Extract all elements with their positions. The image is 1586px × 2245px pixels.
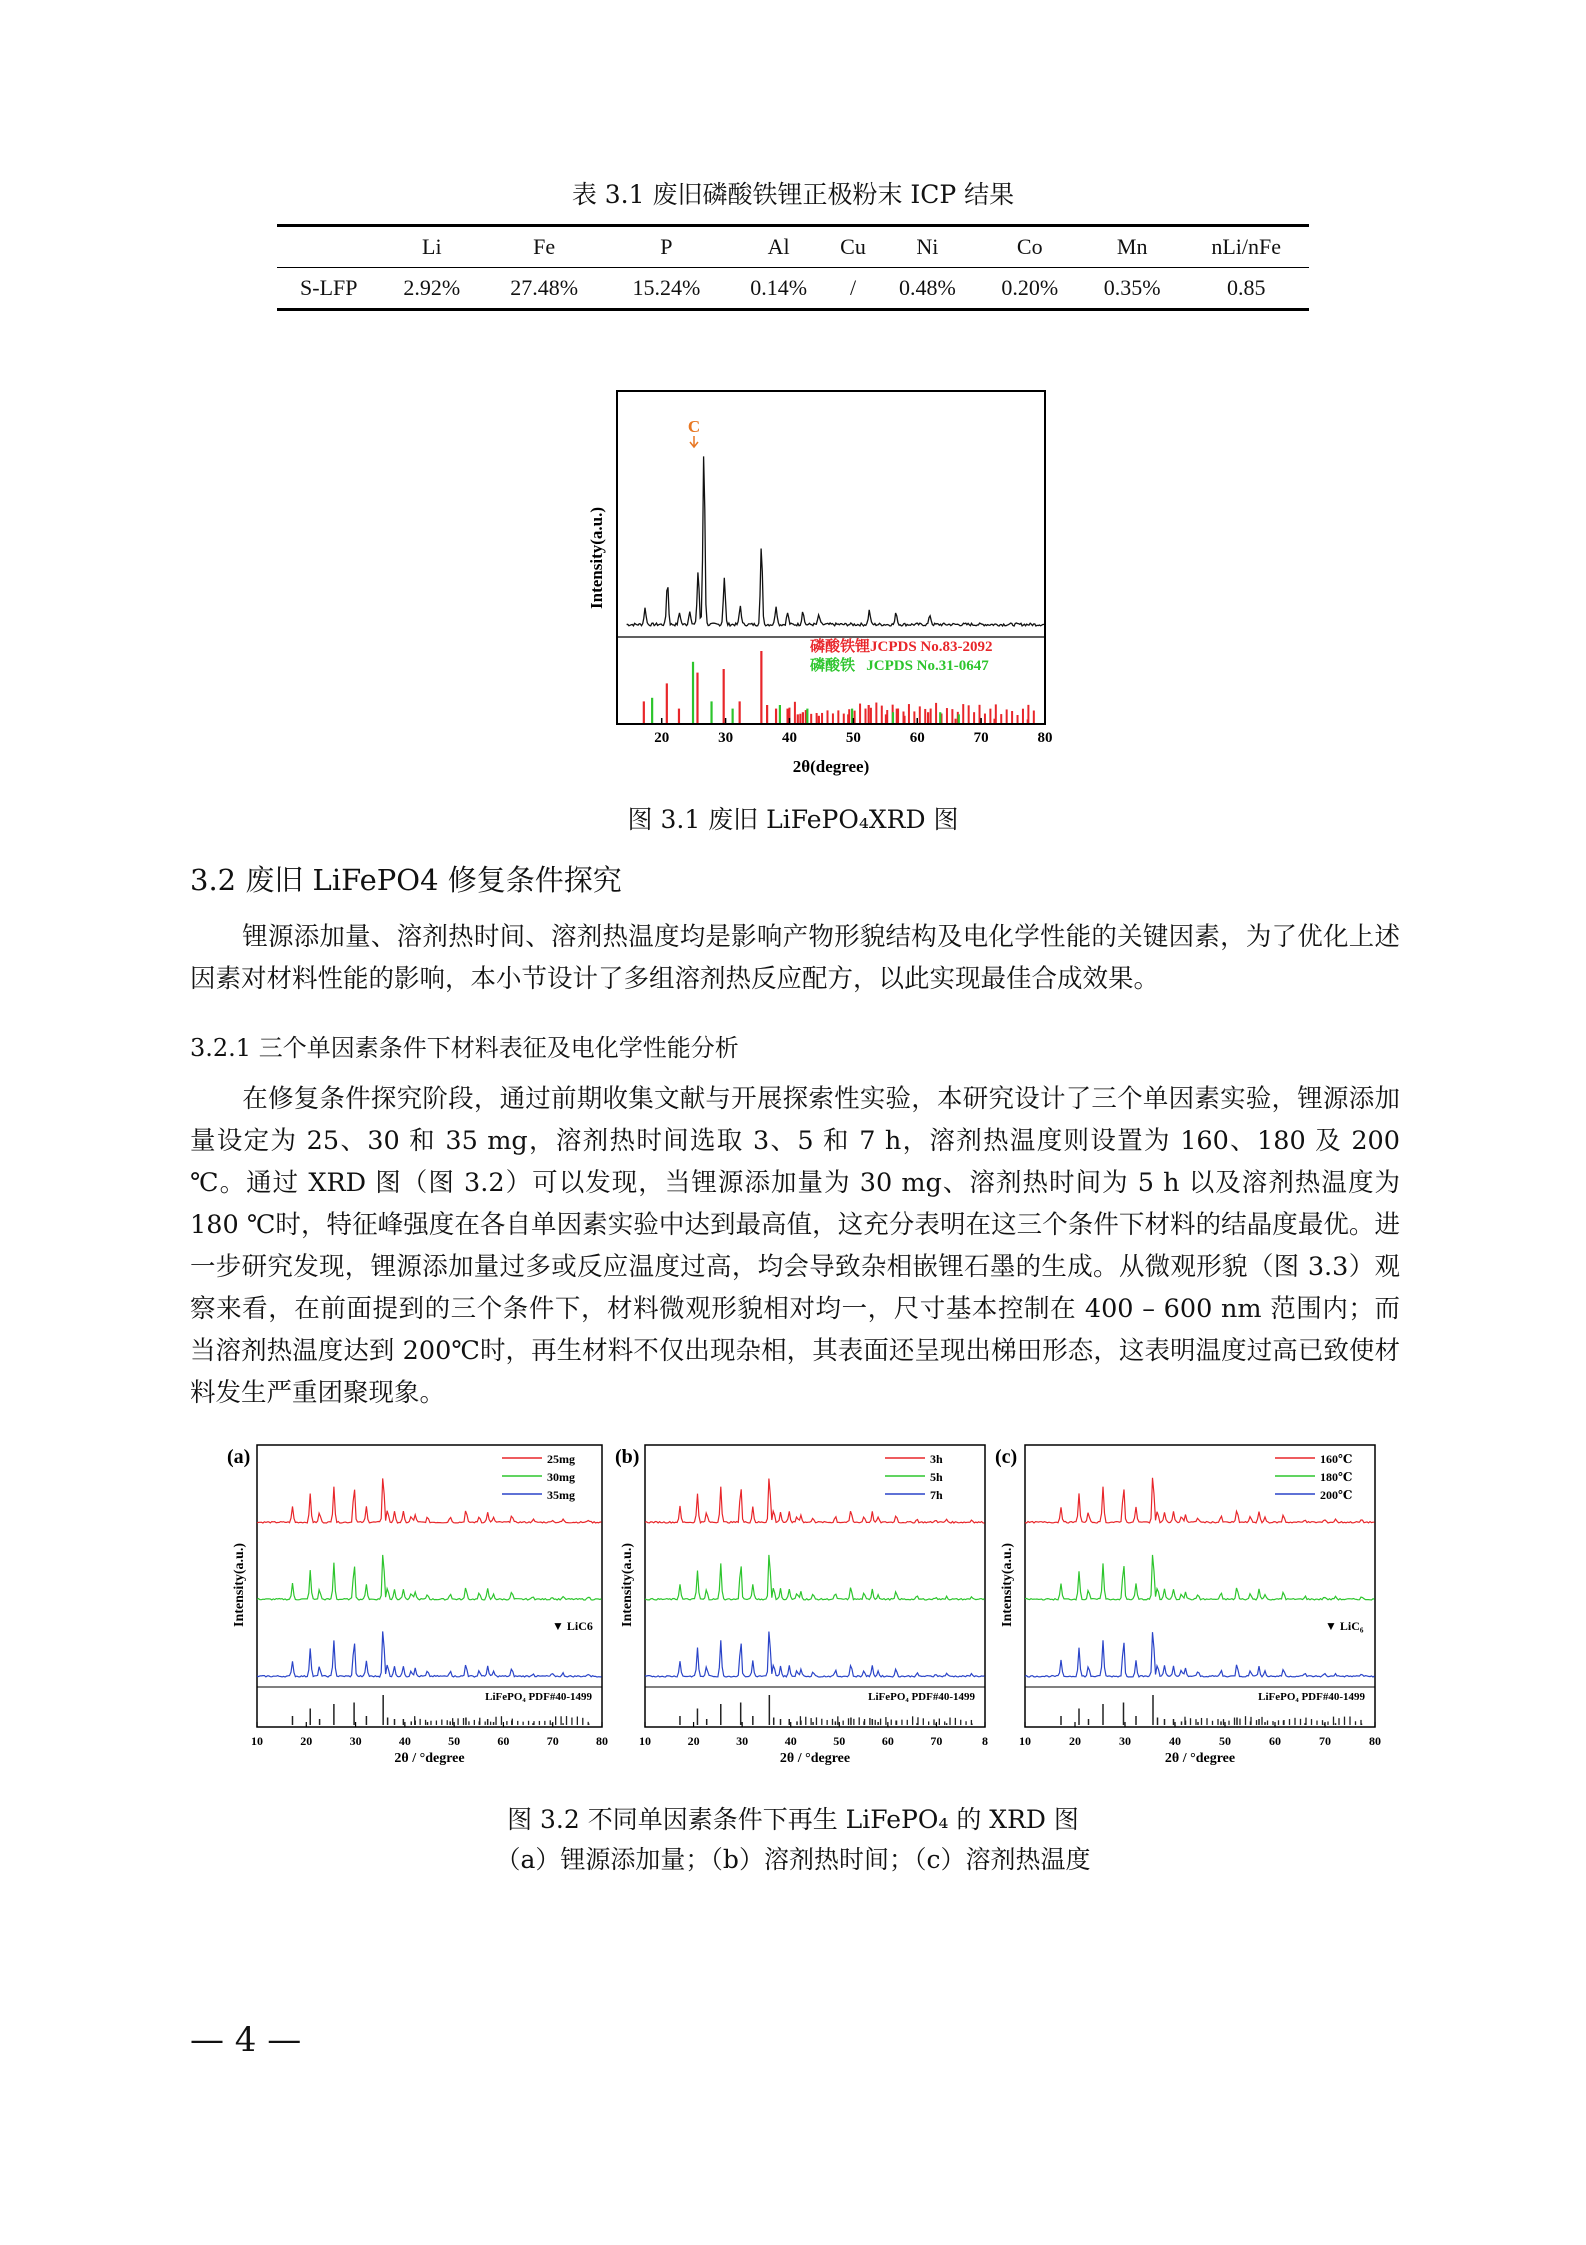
xrd-series-line	[1025, 1632, 1375, 1677]
x-axis-label: 2θ(degree)	[792, 757, 870, 776]
ref-pattern-label: LiFePO₄ PDF#40-1499	[1258, 1691, 1365, 1703]
xrd-series-line	[645, 1632, 985, 1678]
legend-label: 7h	[930, 1488, 943, 1502]
y-axis-label: Intensity(a.u.)	[587, 506, 606, 610]
table-header-cell: P	[660, 234, 673, 259]
legend-lfp: 磷酸铁锂JCPDS No.83-2092	[810, 639, 993, 655]
x-tick-label: 60	[909, 730, 925, 746]
x-tick-label: 30	[349, 1734, 362, 1748]
table-title: 表 3.1 废旧磷酸铁锂正极粉末 ICP 结果	[571, 180, 1015, 209]
table-cell: /	[849, 275, 857, 300]
xrd-panel	[227, 1445, 608, 1766]
x-tick-label: 70	[973, 730, 989, 746]
x-tick-label: 30	[736, 1734, 749, 1748]
x-tick-label: 80	[1369, 1734, 1381, 1748]
table-header-cell: Mn	[1116, 234, 1148, 259]
legend-label: 180℃	[1320, 1470, 1353, 1484]
panel-label: (a)	[227, 1446, 251, 1468]
table-cell: 0.35%	[1103, 275, 1161, 300]
x-tick-label: 60	[497, 1734, 510, 1748]
x-axis-label: 2θ / °degree	[394, 1751, 465, 1766]
y-axis-label: Intensity(a.u.)	[620, 1542, 635, 1628]
x-tick-label: 80	[596, 1734, 608, 1748]
x-tick-label: 8	[982, 1734, 988, 1748]
table-header-cell: Al	[767, 234, 790, 259]
x-tick-label: 30	[1119, 1734, 1131, 1748]
x-tick-label: 30	[718, 730, 734, 746]
table-row	[277, 268, 1309, 310]
legend-label: 25mg	[547, 1452, 575, 1466]
x-axis-label: 2θ / °degree	[779, 1751, 851, 1766]
table-header-cell: Ni	[916, 234, 939, 259]
x-tick-label: 70	[1319, 1734, 1331, 1748]
x-tick-label: 60	[1269, 1734, 1281, 1748]
table-header-cell: nLi/nFe	[1211, 234, 1282, 259]
legend-label: 35mg	[547, 1488, 575, 1502]
figure-3-1-xrd-plot	[570, 380, 1070, 800]
ref-pattern-label: LiFePO₄ PDF#40-1499	[485, 1691, 592, 1703]
paragraph-2	[190, 1078, 1400, 1414]
x-tick-label: 20	[1069, 1734, 1081, 1748]
x-tick-label: 10	[1019, 1734, 1031, 1748]
page-number: — 4 —	[190, 2020, 302, 2060]
legend-label: 30mg	[547, 1470, 575, 1484]
x-tick-label: 50	[1219, 1734, 1231, 1748]
x-tick-label: 50	[448, 1734, 461, 1748]
legend-fepo4: 磷酸铁 JCPDS No.31-0647	[810, 658, 989, 674]
peak-marker-label: C	[687, 417, 701, 436]
lic6-marker-label: ▼ LiC6	[552, 1619, 593, 1633]
x-tick-label: 10	[251, 1734, 263, 1748]
figure-3-2-xrd-panels	[210, 1435, 1390, 1775]
x-tick-label: 70	[930, 1734, 943, 1748]
panel-label: (b)	[615, 1446, 640, 1468]
figure-3-2-subcaption: （a）锂源添加量；（b）溶剂热时间；（c）溶剂热温度	[495, 1845, 1091, 1874]
xrd-series-line	[645, 1555, 985, 1600]
x-tick-label: 40	[398, 1734, 411, 1748]
x-tick-label: 10	[639, 1734, 651, 1748]
xrd-series-line	[257, 1555, 602, 1600]
table-cell: 0.48%	[898, 275, 956, 300]
table-body	[277, 268, 1309, 310]
x-tick-label: 50	[833, 1734, 846, 1748]
table-cell: 0.14%	[750, 275, 808, 300]
subsection-heading: 3.2.1 三个单因素条件下材料表征及电化学性能分析	[190, 1034, 739, 1062]
table-cell: S-LFP	[300, 275, 358, 300]
x-tick-label: 50	[845, 730, 861, 746]
x-tick-label: 40	[784, 1734, 797, 1748]
table-cell: 0.20%	[1001, 275, 1059, 300]
legend-label: 200℃	[1320, 1488, 1353, 1502]
table-cell: 15.24%	[632, 275, 701, 300]
table-header-cell	[277, 226, 381, 268]
peak-marker-arrow-icon	[690, 436, 698, 447]
table-header-cell: Co	[1016, 234, 1043, 259]
lic6-marker-label: ▼ LiC₆	[1325, 1619, 1364, 1633]
table-cell: 2.92%	[403, 275, 461, 300]
paragraph-2-text: 在修复条件探究阶段，通过前期收集文献与开展探索性实验，本研究设计了三个单因素实验，锂源添加量设定为 25、30 和 35 mg，溶剂热时间选取 3、5 和 7 h，溶剂热温度则设置为 160、180 及 200 ℃。通过 XRD 图（图 3.2）可以发现，当锂源添加量为 30 mg、溶剂热时间为 5 h 以及溶剂热温度为 180 ℃时，特征峰强度在各自单因素实验中达到最高值，这充分表明在这三个条件下材料的结晶度最优。进一步研究发现，锂源添加量过多或反应温度过高，均会导致杂相嵌锂石墨的生成。从微观形貌（图 3.3）观察来看，在前面提到的三个条件下，材料微观形貌相对均一，尺寸基本控制在 400 – 600 nm 范围内；而当溶剂热温度达到 200℃时，再生材料不仅出现杂相，其表面还呈现出梯田形态，这表明温度过高已致使材料发生严重团聚现象。	[190, 1084, 1400, 1408]
y-axis-label: Intensity(a.u.)	[1000, 1542, 1015, 1628]
xrd-series-line	[257, 1631, 602, 1677]
x-tick-label: 20	[654, 730, 670, 746]
icp-table	[277, 224, 1309, 311]
legend-label: 5h	[930, 1470, 943, 1484]
x-axis-ticks	[654, 718, 1052, 746]
x-tick-label: 20	[300, 1734, 313, 1748]
table-header-cell: Li	[422, 234, 442, 259]
plot-frame	[617, 391, 1045, 724]
x-tick-label: 40	[781, 730, 797, 746]
section-heading: 3.2 废旧 LiFePO4 修复条件探究	[190, 863, 622, 897]
ref-pattern-label: LiFePO₄ PDF#40-1499	[868, 1691, 975, 1703]
x-tick-label: 80	[1037, 730, 1053, 746]
panel-label: (c)	[995, 1446, 1018, 1468]
x-tick-label: 60	[881, 1734, 894, 1748]
x-tick-label: 40	[1169, 1734, 1181, 1748]
x-tick-label: 70	[546, 1734, 559, 1748]
legend-label: 160℃	[1320, 1452, 1353, 1466]
table-header-cell: Cu	[840, 234, 866, 259]
xrd-pattern-line	[627, 456, 1044, 626]
y-axis-label: Intensity(a.u.)	[232, 1542, 247, 1628]
legend-label: 3h	[930, 1452, 943, 1466]
xrd-series-line	[1025, 1555, 1375, 1600]
x-axis-label: 2θ / °degree	[1164, 1751, 1236, 1766]
table-cell: 27.48%	[510, 275, 579, 300]
figure-3-2-caption: 图 3.2 不同单因素条件下再生 LiFePO₄ 的 XRD 图	[507, 1805, 1079, 1834]
table-header-cell: Fe	[533, 234, 556, 259]
xrd-panel	[995, 1445, 1381, 1766]
figure-3-1-caption: 图 3.1 废旧 LiFePO₄XRD 图	[627, 805, 959, 834]
xrd-panel	[615, 1445, 988, 1766]
table-cell: 0.85	[1226, 275, 1266, 300]
paragraph-1-text: 锂源添加量、溶剂热时间、溶剂热温度均是影响产物形貌结构及电化学性能的关键因素，为了优化上述因素对材料性能的影响，本小节设计了多组溶剂热反应配方，以此实现最佳合成效果。	[190, 922, 1400, 994]
table-header-row	[277, 226, 1309, 268]
paragraph-1	[190, 916, 1400, 1000]
x-tick-label: 20	[687, 1734, 700, 1748]
